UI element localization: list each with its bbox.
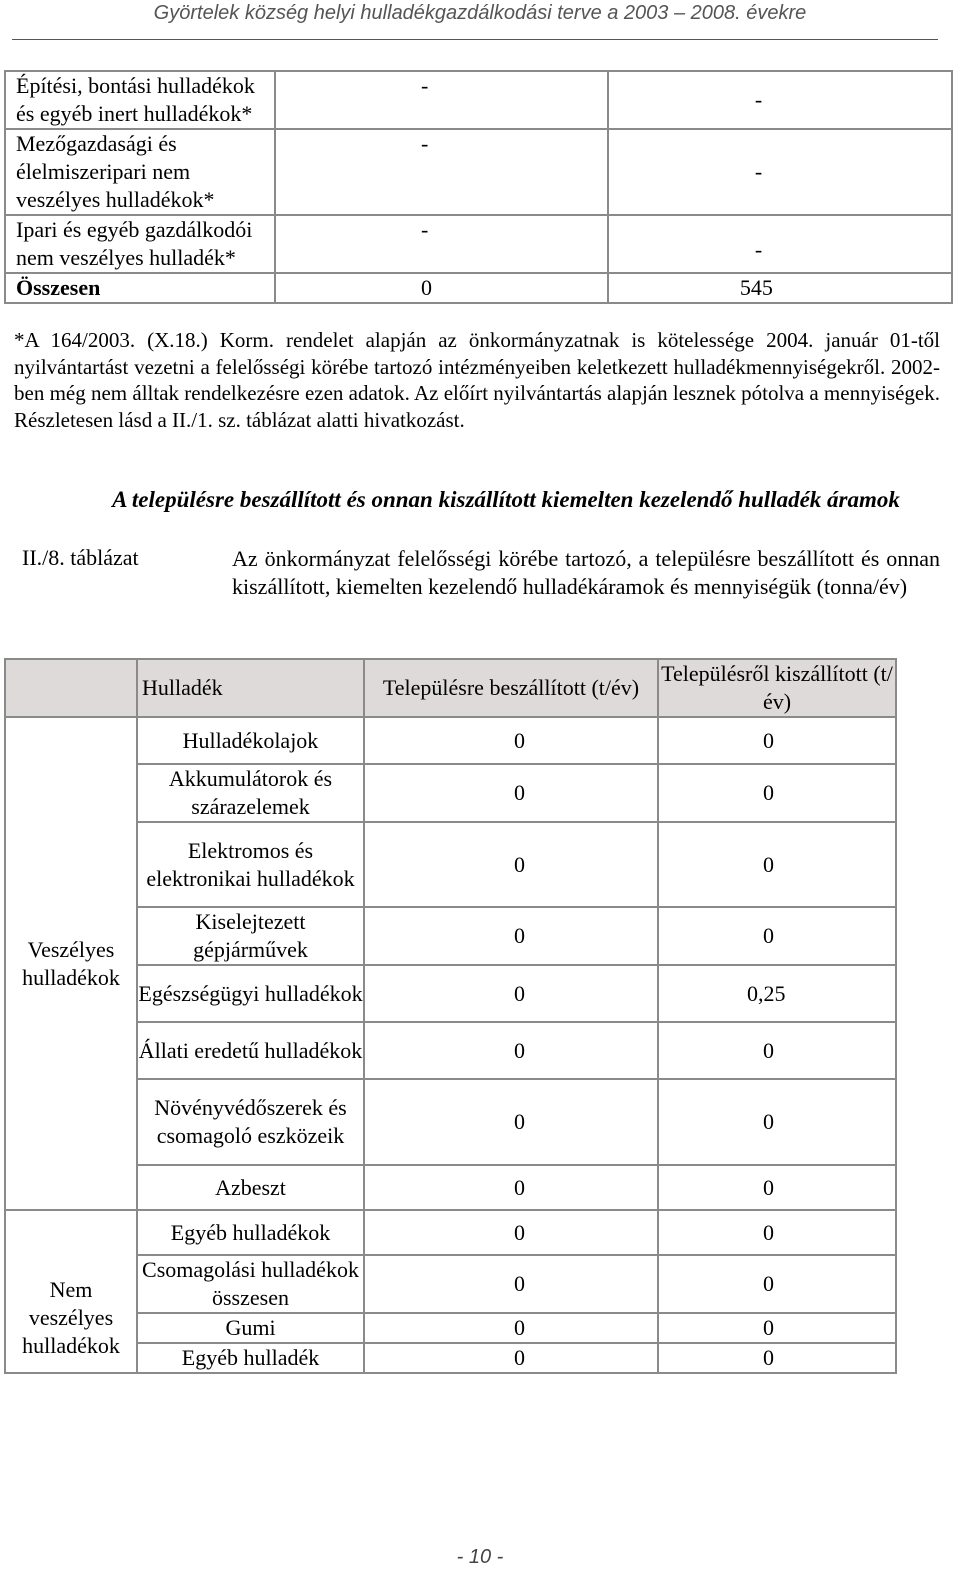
header-in: Településre beszállított (t/év) — [364, 659, 658, 717]
table-row — [5, 717, 896, 764]
page-header: Györtelek község helyi hulladékgazdálkodási terve a 2003 – 2008. évekre — [153, 2, 807, 24]
value-in: 0 — [364, 764, 658, 822]
value-in: 0 — [364, 1165, 658, 1210]
table-row — [5, 965, 896, 1022]
section-title: A településre beszállított és onnan kiszállított kiemelten kezelendő hulladék áramok — [112, 487, 900, 512]
table-row — [5, 1079, 896, 1165]
value-in: 0 — [364, 822, 658, 907]
waste-summary-table — [4, 70, 953, 304]
value-in: 0 — [364, 1313, 658, 1343]
table-row — [5, 1022, 896, 1079]
value-out: 0 — [658, 1079, 896, 1165]
value-out: 0,25 — [658, 965, 896, 1022]
header-waste: Hulladék — [137, 659, 364, 717]
waste-name: Egészségügyi hulladékok — [137, 965, 364, 1022]
table-row — [5, 1313, 896, 1343]
cell-value: - — [608, 71, 952, 129]
value-out: 0 — [658, 1313, 896, 1343]
cell-value: - — [275, 215, 608, 273]
value-in: 0 — [364, 965, 658, 1022]
category-non-hazardous: Nem veszélyes hulladékok — [5, 1210, 137, 1373]
row-label: Ipari és egyéb gazdálkodói nem veszélyes hulladék* — [5, 215, 275, 273]
total-value: 545 — [608, 273, 952, 303]
table-row — [5, 71, 952, 129]
table-row-total — [5, 273, 952, 303]
waste-name: Elektromos és elektronikai hulladékok — [137, 822, 364, 907]
waste-name: Hulladékolajok — [137, 717, 364, 764]
header-divider — [12, 39, 938, 40]
cell-value: - — [608, 215, 952, 273]
table-row — [5, 822, 896, 907]
table-row — [5, 907, 896, 965]
waste-flow-table — [4, 658, 897, 1374]
value-out: 0 — [658, 1343, 896, 1373]
footnote: *A 164/2003. (X.18.) Korm. rendelet alapján az önkormányzatnak is kötelessége 2004. január 01-től nyilvántartást vezetni a felelősségi körébe tartozó intézményeiben keletkezett hulladékmennyiségekről. 2002-ben még nem álltak rendelkezésre ezen adatok. Az előírt nyilvántartás alapján lesznek pótolva a mennyiségek. Részletesen lásd a II./1. sz. táblázat alatti hivatkozást. — [14, 328, 940, 432]
value-in: 0 — [364, 1343, 658, 1373]
category-hazardous: Veszélyes hulladékok — [5, 717, 137, 1210]
value-out: 0 — [658, 1210, 896, 1255]
value-in: 0 — [364, 1210, 658, 1255]
table-row — [5, 764, 896, 822]
value-out: 0 — [658, 822, 896, 907]
header-row — [5, 659, 896, 717]
header-empty — [5, 659, 137, 717]
waste-name: Gumi — [137, 1313, 364, 1343]
total-label: Összesen — [5, 273, 275, 303]
value-in: 0 — [364, 907, 658, 965]
value-in: 0 — [364, 717, 658, 764]
value-out: 0 — [658, 1022, 896, 1079]
table-row — [5, 1165, 896, 1210]
value-in: 0 — [364, 1022, 658, 1079]
table-number: II./8. táblázat — [22, 545, 139, 570]
value-out: 0 — [658, 717, 896, 764]
waste-name: Kiselejtezett gépjárművek — [137, 907, 364, 965]
total-value: 0 — [275, 273, 608, 303]
waste-name: Csomagolási hulladékok összesen — [137, 1255, 364, 1313]
row-label: Építési, bontási hulladékok és egyéb inert hulladékok* — [5, 71, 275, 129]
waste-name: Akkumulátorok és szárazelemek — [137, 764, 364, 822]
waste-name: Azbeszt — [137, 1165, 364, 1210]
row-label: Mezőgazdasági és élelmiszeripari nem veszélyes hulladékok* — [5, 129, 275, 215]
cell-value: - — [608, 129, 952, 215]
table-row — [5, 1343, 896, 1373]
table-row — [5, 1210, 896, 1255]
waste-name: Egyéb hulladék — [137, 1343, 364, 1373]
value-out: 0 — [658, 1165, 896, 1210]
value-in: 0 — [364, 1079, 658, 1165]
table-caption: Az önkormányzat felelősségi körébe tartozó, a településre beszállított és onnan kiszállított, kiemelten kezelendő hulladékáramok és mennyiségük (tonna/év) — [232, 546, 940, 599]
page-number: - 10 - — [456, 1546, 504, 1568]
value-out: 0 — [658, 764, 896, 822]
waste-name: Egyéb hulladékok — [137, 1210, 364, 1255]
table-row — [5, 215, 952, 273]
cell-value: - — [275, 129, 608, 215]
header-out: Településről kiszállított (t/év) — [658, 659, 896, 717]
waste-name: Növényvédőszerek és csomagoló eszközeik — [137, 1079, 364, 1165]
waste-name: Állati eredetű hulladékok — [137, 1022, 364, 1079]
cell-value: - — [275, 71, 608, 129]
value-in: 0 — [364, 1255, 658, 1313]
value-out: 0 — [658, 1255, 896, 1313]
table-row — [5, 129, 952, 215]
table-row — [5, 1255, 896, 1313]
value-out: 0 — [658, 907, 896, 965]
